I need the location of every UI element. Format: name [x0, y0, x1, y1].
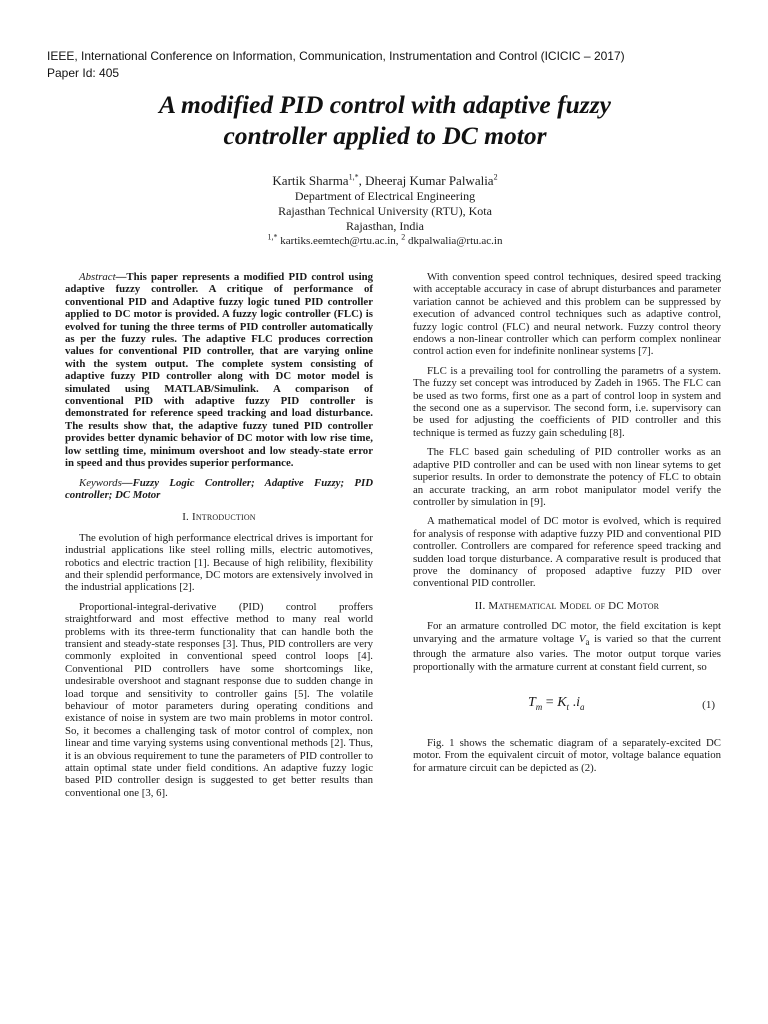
- keywords-text: —Fuzzy Logic Controller; Adaptive Fuzzy; PID controller; DC Motor: [65, 476, 373, 501]
- author-university: Rajasthan Technical University (RTU), Kota: [278, 204, 492, 218]
- email-1-mark: 1,*: [267, 232, 278, 242]
- author-emails: [40, 234, 730, 249]
- intro-paragraph-1: The evolution of high performance electrical drives is important for industrial applications like steel rolling mills, electric automotives, robotics and electric traction [1]. Because of high relibility, flexibility and their splendid performance, DC motors are extensively involved in the industrial applications [2].: [65, 531, 373, 594]
- left-column: [65, 271, 373, 806]
- title-line-2: controller applied to DC motor: [223, 121, 547, 150]
- eq-constant-subscript: t: [566, 701, 570, 712]
- author-2-affiliation-mark: 2: [493, 172, 498, 182]
- author-2-name: Dheeraj Kumar Palwalia: [365, 173, 494, 188]
- body-paragraph-2: FLC is a prevailing tool for controlling the parametrs of a system. The fuzzy set concept was introduced by Zadeh in 1965. The FLC can be used as two forms, first one as a part of control loop in system and the second one as a supervisor. The second form, i.e. supervisory can be used for adjusting the coefficients of PID controller and this technique is termed as fuzzy gain scheduling [8].: [413, 364, 721, 439]
- keywords-lead: Keywords: [79, 476, 122, 489]
- conference-header: [47, 48, 737, 82]
- keywords: [65, 477, 373, 502]
- eq-equals: =: [542, 694, 558, 710]
- author-block: [40, 173, 730, 249]
- author-department: Department of Electrical Engineering: [294, 189, 476, 203]
- body-paragraph-4: A mathematical model of DC motor is evolved, which is required for analysis of response with adaptive fuzzy PID and conventional PID controller. Controllers are compared for reference speed tracking and sudden load torque disturbance. A comparative result is produced that prove the dominancy of proposed adaptive fuzzy PID over conventional PID controller.: [413, 515, 721, 590]
- conference-name: IEEE, International Conference on Information, Communication, Instrumentation and Control (ICICIC – 2017): [47, 49, 625, 63]
- body-paragraph-3: The FLC based gain scheduling of PID controller works as an adaptive PID controller and can be used with non linear sytems to get superior results. In order to demonstrate the potency of FLC to obtain an accurate tracking, an arm robot manipulator model verify the controller by simulation in [9].: [413, 446, 721, 508]
- author-names: [40, 173, 730, 189]
- eq-torque-subscript: m: [535, 701, 543, 712]
- eq-constant-symbol: K: [557, 694, 567, 710]
- equation-1: [413, 687, 721, 727]
- p5-text-before: For an armature controlled DC motor, the field excitation is kept unvarying and the armature voltage: [413, 620, 721, 645]
- eq-current-subscript: a: [579, 701, 585, 712]
- body-paragraph-5: [413, 620, 721, 673]
- eq-torque-symbol: T: [528, 694, 536, 710]
- equation-1-body: [528, 694, 585, 713]
- section-2-heading: II. Mathematical Model of DC Motor: [474, 599, 660, 612]
- paper-id: Paper Id: 405: [47, 66, 120, 80]
- right-column: [413, 271, 721, 781]
- armature-voltage-symbol: V: [578, 632, 586, 645]
- abstract-text: —This paper represents a modified PID control using adaptive fuzzy controller. A critique of performance of conventional PID and Adaptive fuzzy logic tuned PID controller applied to DC motor is provided. A fuzzy logic controller (FLC) is evolved for tuning the three terms of PID controller automatically as per the fuzzy rules. The adaptive FLC produces correction values for conventional PID controller, that are varying online with the system output. The complete system consisting of adaptive fuzzy PID controller along with DC motor model is simulated using MATLAB/Simulink. A comparison of conventional PID with adaptive fuzzy PID controller is demonstrated for reference speed tracking and load disturbance. The results show that, the adaptive fuzzy tuned PID controller provides better dynamic behavior of DC motor with low rise time, low settling time, minimum overshoot and low steady-state error in speed and thus provides superior performance.: [65, 271, 373, 470]
- title-line-1: A modified PID control with adaptive fuzzy: [159, 90, 611, 119]
- body-paragraph-6: Fig. 1 shows the schematic diagram of a separately-excited DC motor. From the equivalent circuit of motor, voltage balance equation for armature circuit can be depicted as (2).: [413, 736, 721, 774]
- body-paragraph-1: With convention speed control techniques, desired speed tracking with acceptable accuracy in case of abrupt disturbances and parameter variation cannot be achieved and this problem can be suppressed by execution of advanced control techniques such as adaptive control, fuzzy logic control (FLC) and neural network. Fuzzy control theory endows a non-linear controller which can perform complex nonlinear control action even for indefinite nonlinear systems [7].: [413, 271, 721, 358]
- email-2-mark: 2: [401, 232, 406, 242]
- author-location: Rajasthan, India: [346, 219, 424, 233]
- author-1-affiliation-mark: 1,*: [348, 172, 359, 182]
- intro-paragraph-2: Proportional-integral-derivative (PID) control proffers straightforward and most effective method to many real world problems with its three-term functionality that can handle both the transient and steady-state responses [3]. Thus, PID controllers are very commonly exploited in conventional speed control loops [4]. Conventional PID controllers have some shortcomings like, undesirable overshoot and stagnant response due to sudden change in load torque and sensitivity to controller gains [5]. The volatile behaviour of motor parameters during operating conditions and existance of noise in system are two main problems in motor control. So, it becomes a challenging task of motor control of complex, non linear and time varying systems using conventional methods [2]. Thus, it is an obvious requirement to tune the parameters of PID controller to attain optimal state under field conditions. An adaptive fuzzy logic based PID controller design is suggested to get better results than conventional one [3, 6].: [65, 600, 373, 799]
- abstract: [65, 271, 373, 470]
- abstract-lead: Abstract: [79, 271, 116, 283]
- author-separator: ,: [358, 173, 366, 188]
- author-1-name: Kartik Sharma: [272, 173, 349, 188]
- armature-voltage-subscript: a: [585, 636, 590, 647]
- eq-dot: .: [569, 694, 577, 710]
- paper-title: [40, 89, 730, 151]
- eq-current-symbol: i: [576, 694, 580, 710]
- section-1-heading: I. Introduction: [182, 511, 256, 524]
- equation-1-number: (1): [702, 698, 715, 711]
- author-2-email: dkpalwalia@rtu.ac.in: [405, 235, 503, 247]
- p5-text-after: is varied so that the current through the armature also varies. The motor output torque varies proportionally with the armature current at constant field current, so: [413, 632, 721, 673]
- author-1-email: kartiks.eemtech@rtu.ac.in,: [277, 235, 402, 247]
